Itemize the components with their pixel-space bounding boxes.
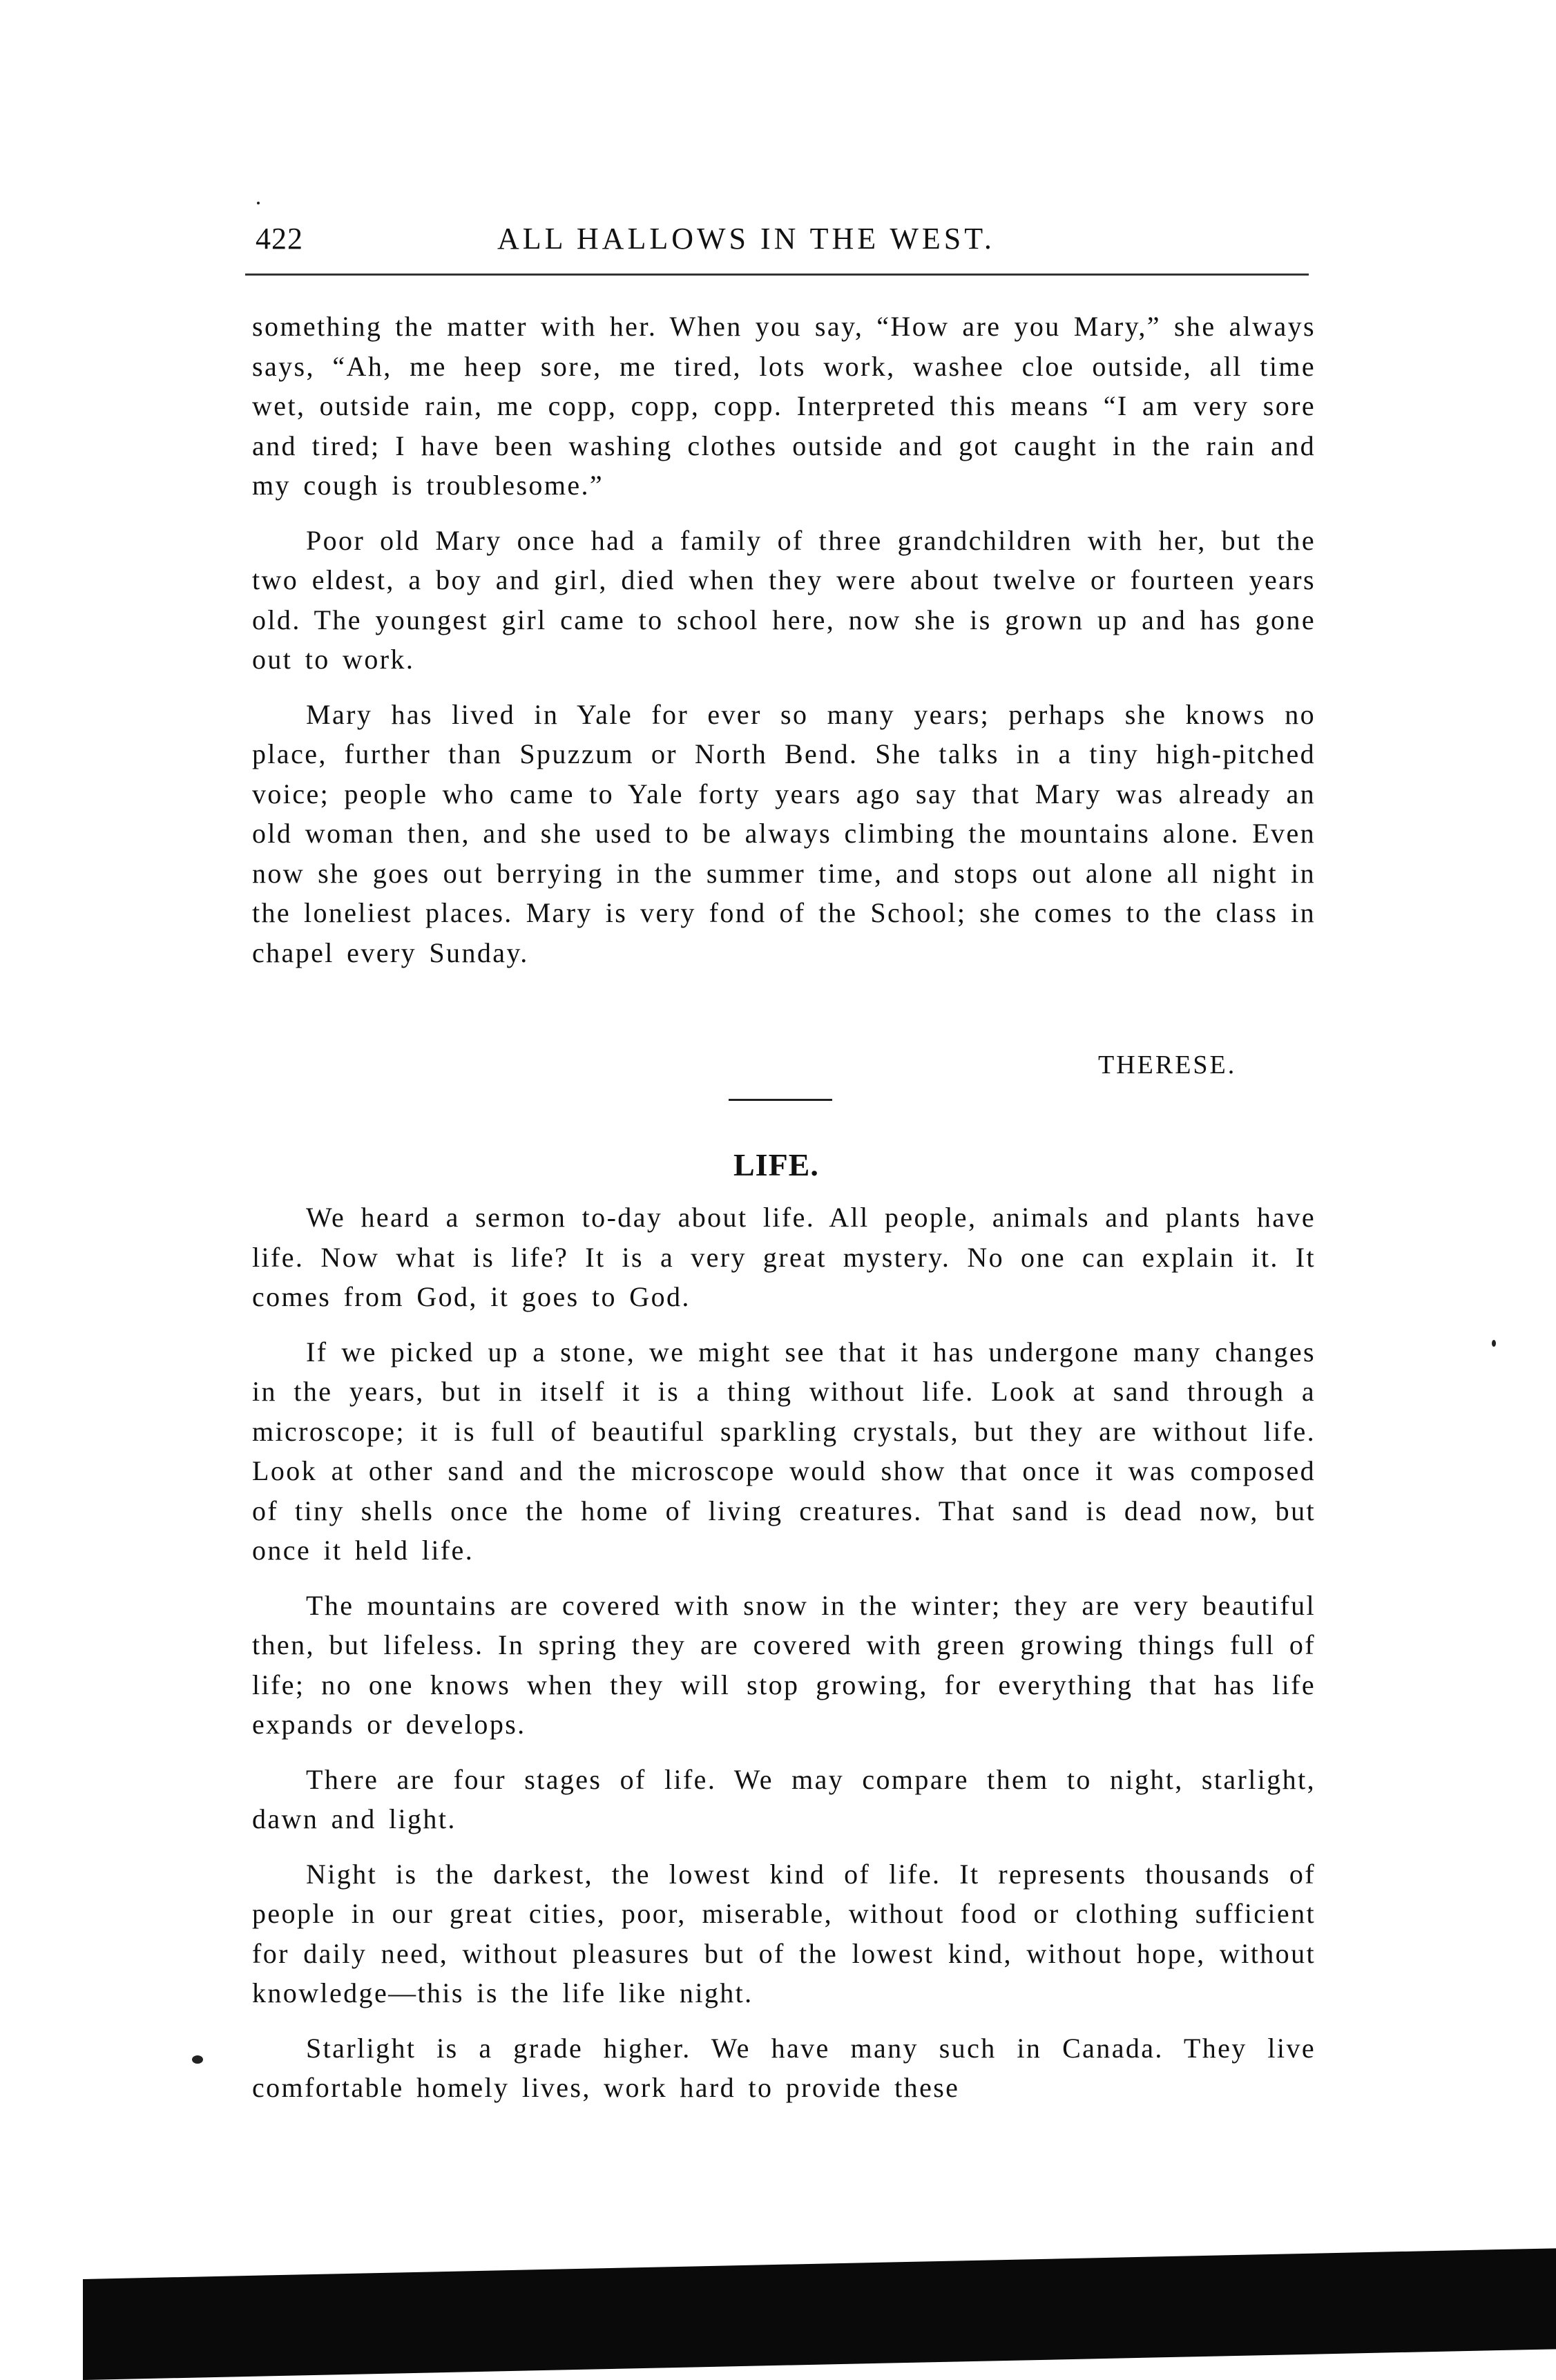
paragraph: Starlight is a grade higher. We have many such in Canada. They live comfortable homely lives, work hard to provide these xyxy=(252,2032,1316,2103)
running-head: ALL HALLOWS IN THE WEST. xyxy=(497,222,995,256)
article-therese xyxy=(252,307,1316,972)
paragraph: Night is the darkest, the lowest kind of life. It represents thousands of people in our great cities, poor, miserable, without food or clothing sufficient for daily need, without pleasures but of the lowest kind, without hope, without knowledge—this is the life like night. xyxy=(252,1858,1316,2008)
paragraph: Mary has lived in Yale for ever so many years; perhaps she knows no place, further than Spuzzum or North Bend. She talks in a tiny high-pitched voice; people who came to Yale forty years ago say that Mary was already an old woman then, and she used to be always climbing the mountains alone. Even now she goes out berrying in the summer time, and stops out alone all night in the loneliest places. Mary is very fond of the School; she comes to the class in chapel every Sunday. xyxy=(252,698,1316,968)
paragraph: There are four stages of life. We may compare them to night, starlight, dawn and light. xyxy=(252,1763,1316,1834)
section-divider xyxy=(729,1099,832,1101)
scan-edge-bar xyxy=(83,2248,1556,2380)
margin-mark xyxy=(1492,1340,1496,1347)
section-title: LIFE. xyxy=(733,1147,819,1182)
margin-mark xyxy=(192,2055,203,2064)
paragraph: We heard a sermon to-day about life. All people, animals and plants have life. Now what is life? It is a very great mystery. No one can explain it. It comes from God, it goes to God. xyxy=(252,1202,1316,1312)
page-number: 422 xyxy=(256,222,303,256)
paragraph: Poor old Mary once had a family of three grandchildren with her, but the two eldest, a boy and girl, died when they were about twelve or fourteen years old. The youngest girl came to school here, now she is grown up and has gone out to work. xyxy=(252,524,1316,675)
header-rule xyxy=(245,273,1309,276)
paragraph: The mountains are covered with snow in the winter; they are very beautiful then, but lifeless. In spring they are covered with green growing things full of life; no one knows when they will stop growing, for everything that has life expands or develops. xyxy=(252,1589,1316,1740)
article-life xyxy=(252,1198,1316,2108)
paragraph: If we picked up a stone, we might see that it has undergone many changes in the years, but in itself it is a thing without life. Look at sand through a microscope; it is full of beautiful sparkling crystals, but they are without life. Look at other sand and the microscope would show that once it was composed of tiny shells once the home of living creatures. That sand is dead now, but once it held life. xyxy=(252,1336,1316,1566)
margin-mark xyxy=(257,202,260,204)
author-signature: THERESE. xyxy=(1098,1050,1237,1079)
page-header xyxy=(256,221,1312,262)
paragraph: something the matter with her. When you say, “How are you Mary,” she always says, “Ah, me heep sore, me tired, lots work, washee cloe outside, all time wet, outside rain, me copp, copp, copp. Interpreted this means “I am very sore and tired; I have been washing clothes outside and got caught in the rain and my cough is troublesome.” xyxy=(252,311,1316,501)
